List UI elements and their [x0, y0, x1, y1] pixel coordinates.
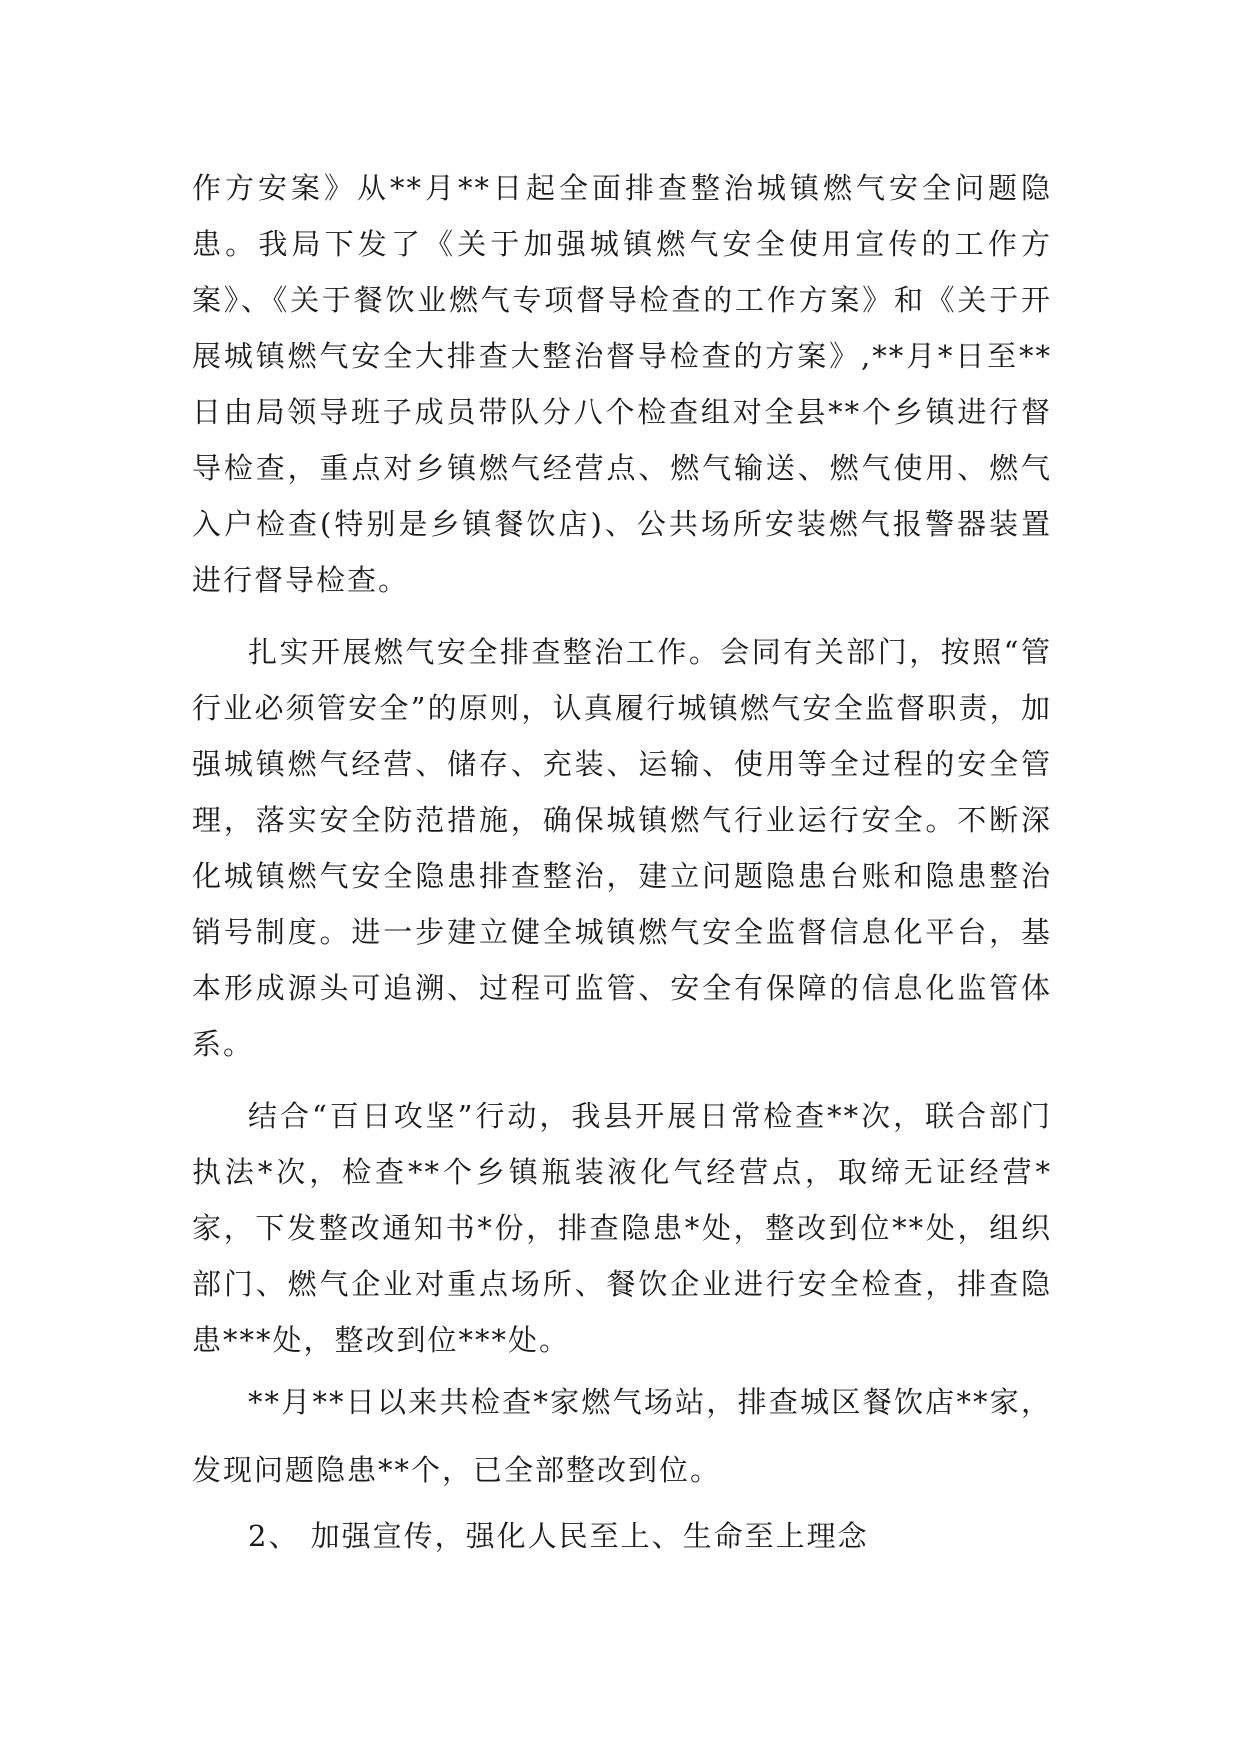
paragraph-safety-rectification: 扎实开展燃气安全排查整治工作。会同有关部门，按照“管行业必须管安全”的原则，认真履行城镇燃气安全监督职责，加强城镇燃气经营、储存、充装、运输、使用等全过程的安全管理，落实安全防范措施，确保城镇燃气行业运行安全。不断深化城镇燃气安全隐患排查整治，建立问题隐患台账和隐患整治销号制度。进一步建立健全城镇燃气安全监督信息化平台，基本形成源头可追溯、过程可监管、安全有保障的信息化监管体系。	[192, 635, 1052, 1061]
paragraph-station-inspection: **月**日以来共检查*家燃气场站，排查城区餐饮店**家，发现问题隐患**个，已全部整改到位。	[192, 1385, 1052, 1487]
paragraph-inspection-plans: 作方安案》从**月**日起全面排查整治城镇燃气安全问题隐患。我局下发了《关于加强城镇燃气安全使用宣传的工作方案》、《关于餐饮业燃气专项督导检查的工作方案》和《关于开展城镇燃气安全大排查大整治督导检查的方案》,**月*日至**日由局领导班子成员带队分八个检查组对全县**个乡镇进行督导检查，重点对乡镇燃气经营点、燃气输送、燃气使用、燃气入户检查(特别是乡镇餐饮店)、公共场所安装燃气报警器装置进行督导检查。	[192, 171, 1052, 597]
section-heading-publicity: 2、 加强宣传，强化人民至上、生命至上理念	[248, 1519, 869, 1553]
paragraph-hundred-day-campaign: 结合“百日攻坚”行动，我县开展日常检查**次，联合部门执法*次，检查**个乡镇瓶装液化气经营点，取缔无证经营*家，下发整改通知书*份，排查隐患*处，整改到位**处，组织部门、燃气企业对重点场所、餐饮企业进行安全检查，排查隐患***处，整改到位***处。	[192, 1099, 1052, 1357]
document-body	[192, 160, 1052, 1564]
